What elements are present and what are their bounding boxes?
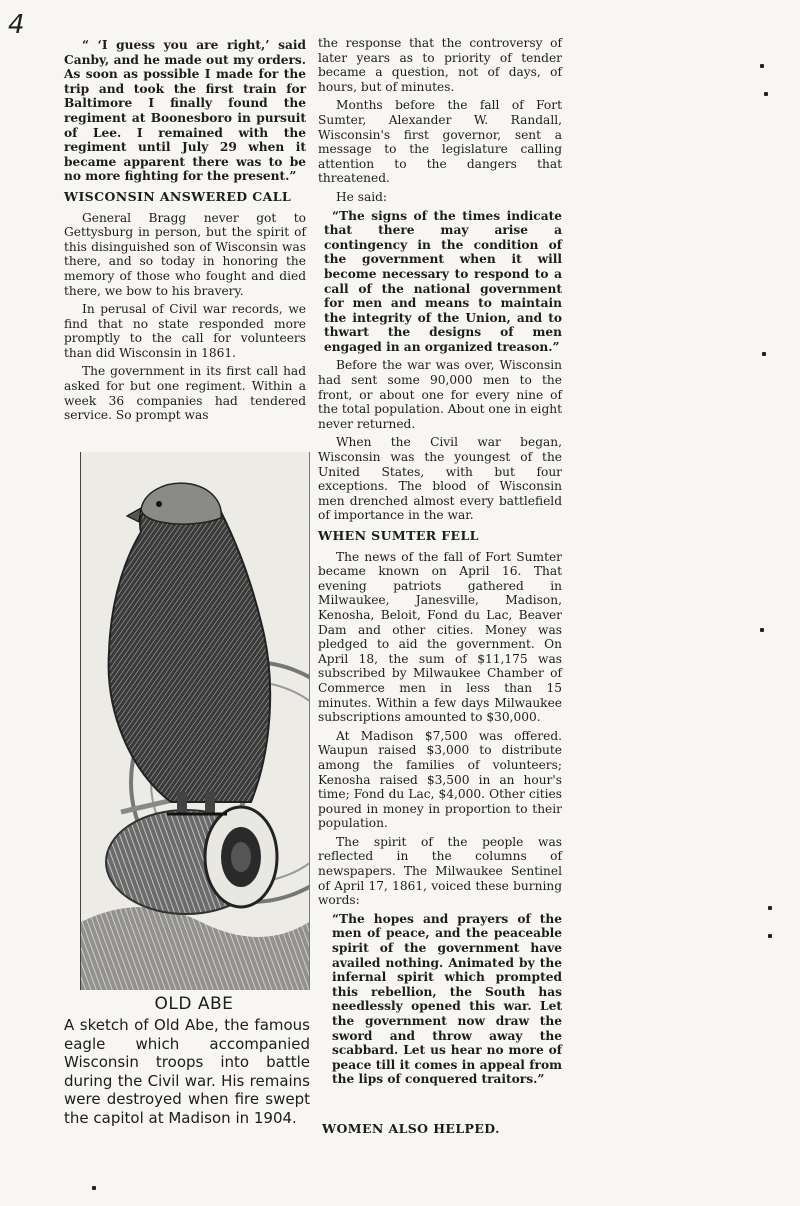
ninety-thousand-paragraph: Before the war was over, Wisconsin had sent some 90,000 men to the front, or about one for every nine of the total population. About one in eight never returned. [318, 358, 562, 431]
records-paragraph: In perusal of Civil war records, we find that no state responded more promptly to the call for volunteers than did Wisconsin in 1861. [64, 302, 306, 360]
caption-text: A sketch of Old Abe, the famous eagle which accompanied Wisconsin troops into battle during the Civil war. His remains were destroyed when fire swept the capitol at Madison in 1904. [64, 1016, 310, 1127]
eagle-on-cannon-sketch [81, 452, 309, 990]
right-column [318, 36, 562, 1091]
scan-speck [764, 92, 768, 96]
response-paragraph: the response that the controversy of later years as to priority of tender became a question, not of days, of hours, but of minutes. [318, 36, 562, 94]
scan-speck [768, 906, 772, 910]
old-abe-illustration [80, 452, 310, 990]
randall-quote: “The signs of the times indicate that there may arise a contingency in the condition of the government when it will become necessary to respond to a call of the national government for men and means to maintain the integrity of the Union, and to thwart the designs of men engaged in an organized treason.” [324, 208, 562, 354]
scan-speck [762, 352, 766, 356]
randall-paragraph: Months before the fall of Fort Sumter, Alexander W. Randall, Wisconsin's first governor, sent a message to the legislature calling attention to the dangers that threatened. [318, 98, 562, 186]
sumter-news-paragraph: The news of the fall of Fort Sumter became known on April 16. That evening patriots gathered in Milwaukee, Janesville, Madison, Kenosha, Beloit, Fond du Lac, Beaver Dam and other cities. Money was pledged to aid the government. On April 18, the sum of $11,175 was subscribed by Milwaukee Chamber of Commerce men in less than 15 minutes. Within a few days Milwaukee subscriptions amounted to $30,000. [318, 549, 562, 725]
youngest-state-paragraph: When the Civil war began, Wisconsin was the youngest of the United States, with but four exceptions. The blood of Wisconsin men drenched almost every battlefield of importance in the war. [318, 435, 562, 523]
section-heading-women-also-helped: WOMEN ALSO HELPED. [322, 1121, 500, 1136]
scan-speck [760, 628, 764, 632]
caption-title: OLD ABE [154, 994, 234, 1014]
section-heading-when-sumter-fell: WHEN SUMTER FELL [318, 528, 479, 543]
page-number: 4 [8, 10, 25, 40]
he-said-line: He said: [336, 189, 388, 204]
scan-speck [760, 64, 764, 68]
bragg-paragraph: General Bragg never got to Gettysburg in person, but the spirit of this disinguished son of Wisconsin was there, and so today in honoring the memory of those who fought and died there, we bow to his bravery. [64, 210, 306, 298]
section-heading-wisconsin-answered-call: WISCONSIN ANSWERED CALL [64, 188, 292, 204]
scan-speck [92, 1186, 96, 1190]
first-call-paragraph: The government in its first call had asked for but one regiment. Within a week 36 companies had tendered service. So prompt was [64, 364, 306, 423]
madison-paragraph: At Madison $7,500 was offered. Waupun raised $3,000 to distribute among the families of volunteers; Kenosha raised $3,500 in an hour's time; Fond du Lac, $4,000. Other cities poured in money in proportion to their population. [318, 728, 562, 831]
sentinel-quote: “The hopes and prayers of the men of peace, and the peaceable spirit of the government have availed nothing. Animated by the infernal spirit which prompted this rebellion, the South has needlessly opened this war. Let the government now draw the sword and throw away the scabbard. Let us hear no more of peace till it comes in appeal from the lips of conquered traitors.” [332, 911, 562, 1087]
newspapers-paragraph: The spirit of the people was reflected in the columns of newspapers. The Milwaukee Sentinel of April 17, 1861, voiced these burning words: [318, 834, 562, 908]
canby-quote-paragraph: “ ‘I guess you are right,’ said Canby, and he made out my orders. As soon as possible I made for the trip and took the first train for Baltimore I finally found the regiment at Boonesboro in pursuit of Lee. I remained with the regiment until July 29 when it became apparent there was to be no more fighting for the present.” [64, 38, 306, 184]
scan-speck [768, 934, 772, 938]
left-column [64, 38, 306, 427]
